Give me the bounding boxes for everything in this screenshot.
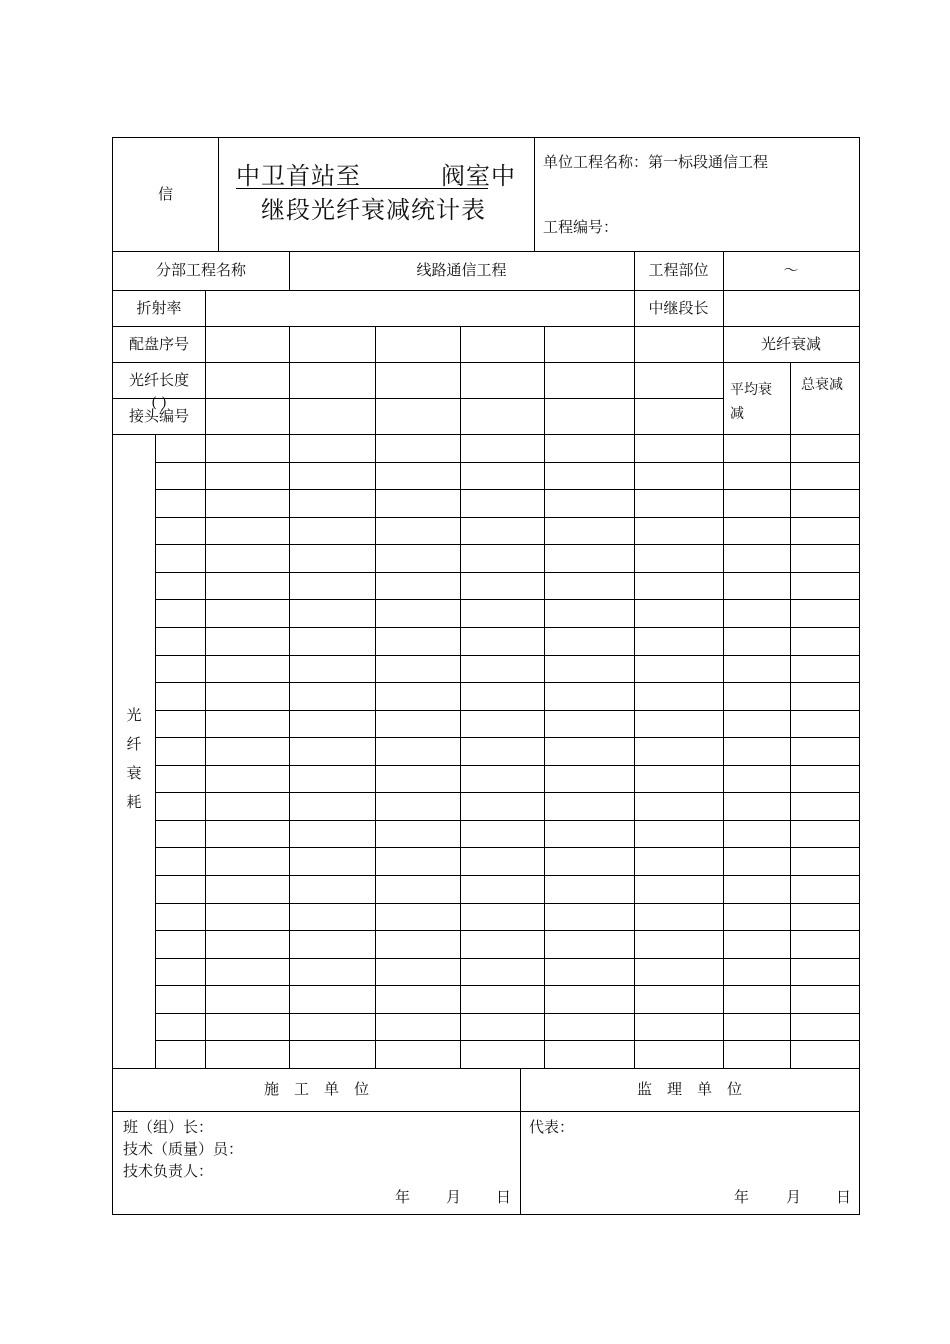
grid-hline — [155, 737, 859, 738]
grid-hline — [155, 1040, 859, 1041]
joint-no-label: 接头编号 — [128, 406, 189, 425]
grid-hline — [155, 820, 859, 821]
fiber-loss-label — [113, 704, 155, 820]
title-line-1-b: 阀室中 — [441, 162, 516, 190]
fiber-length-label: 光纤长度 — [128, 370, 189, 389]
title-line-1-a: 中卫首站至 — [236, 162, 361, 190]
sub-project-value: 线路通信工程 — [416, 261, 507, 279]
grid-vline — [289, 326, 290, 434]
project-number: 工程编号： — [543, 218, 619, 236]
attenuation-form — [112, 137, 860, 1215]
grid-hline — [155, 930, 859, 931]
fiber-atten-label: 光纤衰减 — [760, 334, 821, 353]
fiber-loss-char: 耗 — [126, 793, 142, 811]
sub-project-label: 分部工程名称 — [155, 261, 246, 279]
grid-hline — [155, 875, 859, 876]
grid-hline — [155, 489, 859, 490]
grid-hline — [155, 985, 859, 986]
grid-hline — [155, 544, 859, 545]
construction-year: 年 — [395, 1188, 411, 1206]
title-line-2: 继段光纤衰减统计表 — [261, 196, 486, 224]
grid-vline — [723, 326, 724, 434]
fiber-loss-char: 光 — [126, 706, 142, 724]
grid-hline — [155, 572, 859, 573]
grid-hline — [155, 682, 859, 683]
project-part-value: ～ — [783, 261, 799, 279]
fiber-loss-char: 纤 — [126, 735, 142, 753]
supervision-month: 月 — [786, 1188, 802, 1206]
grid-hline — [155, 958, 859, 959]
project-part-label: 工程部位 — [648, 261, 709, 279]
fiber-loss-char: 衰 — [126, 764, 142, 782]
grid-vline — [790, 434, 791, 1068]
relay-length-label: 中继段长 — [648, 298, 709, 317]
grid-hline — [155, 903, 859, 904]
grid-vline — [289, 434, 290, 1068]
tray-no-label: 配盘序号 — [128, 334, 189, 353]
tech-quality-label: 技术（质量）员： — [123, 1140, 244, 1158]
unit-project-name: 单位工程名称：第一标段通信工程 — [543, 153, 769, 171]
avg-atten-text-1: 平均衰 — [730, 382, 772, 398]
supervision-day: 日 — [836, 1188, 852, 1206]
grid-vline — [634, 434, 635, 1068]
grid-vline — [544, 434, 545, 1068]
refraction-label: 折射率 — [136, 298, 182, 317]
grid-hline — [155, 655, 859, 656]
unit-paren: ( ) — [151, 395, 167, 411]
header-left-label: 信 — [157, 185, 173, 203]
grid-hline — [155, 462, 859, 463]
construction-unit-label: 施 工 单 位 — [263, 1080, 369, 1098]
grid-hline — [155, 847, 859, 848]
grid-hline — [155, 517, 859, 518]
grid-hline — [155, 627, 859, 628]
grid-vline — [460, 326, 461, 434]
grid-vline — [634, 326, 635, 434]
grid-hline — [155, 599, 859, 600]
supervision-unit-label: 监 理 单 位 — [636, 1080, 742, 1098]
grid-vline — [375, 326, 376, 434]
grid-vline — [375, 434, 376, 1068]
grid-vline — [544, 326, 545, 434]
grid-vline — [155, 434, 156, 1068]
construction-month: 月 — [446, 1188, 462, 1206]
grid-vline — [723, 434, 724, 1068]
grid-hline — [155, 710, 859, 711]
tech-lead-label: 技术负责人： — [123, 1162, 214, 1180]
grid-hline — [155, 1013, 859, 1014]
avg-atten-label — [730, 378, 786, 426]
construction-day: 日 — [496, 1188, 512, 1206]
grid-hline — [155, 765, 859, 766]
grid-vline — [205, 434, 206, 1068]
grid-vline — [205, 326, 206, 434]
team-leader-label: 班（组）长： — [123, 1118, 214, 1136]
total-atten-label: 总衰减 — [801, 377, 843, 393]
representative-label: 代表： — [529, 1118, 575, 1136]
grid-hline — [155, 792, 859, 793]
grid-vline — [460, 434, 461, 1068]
supervision-year: 年 — [734, 1188, 750, 1206]
avg-atten-text-2: 减 — [730, 406, 744, 422]
